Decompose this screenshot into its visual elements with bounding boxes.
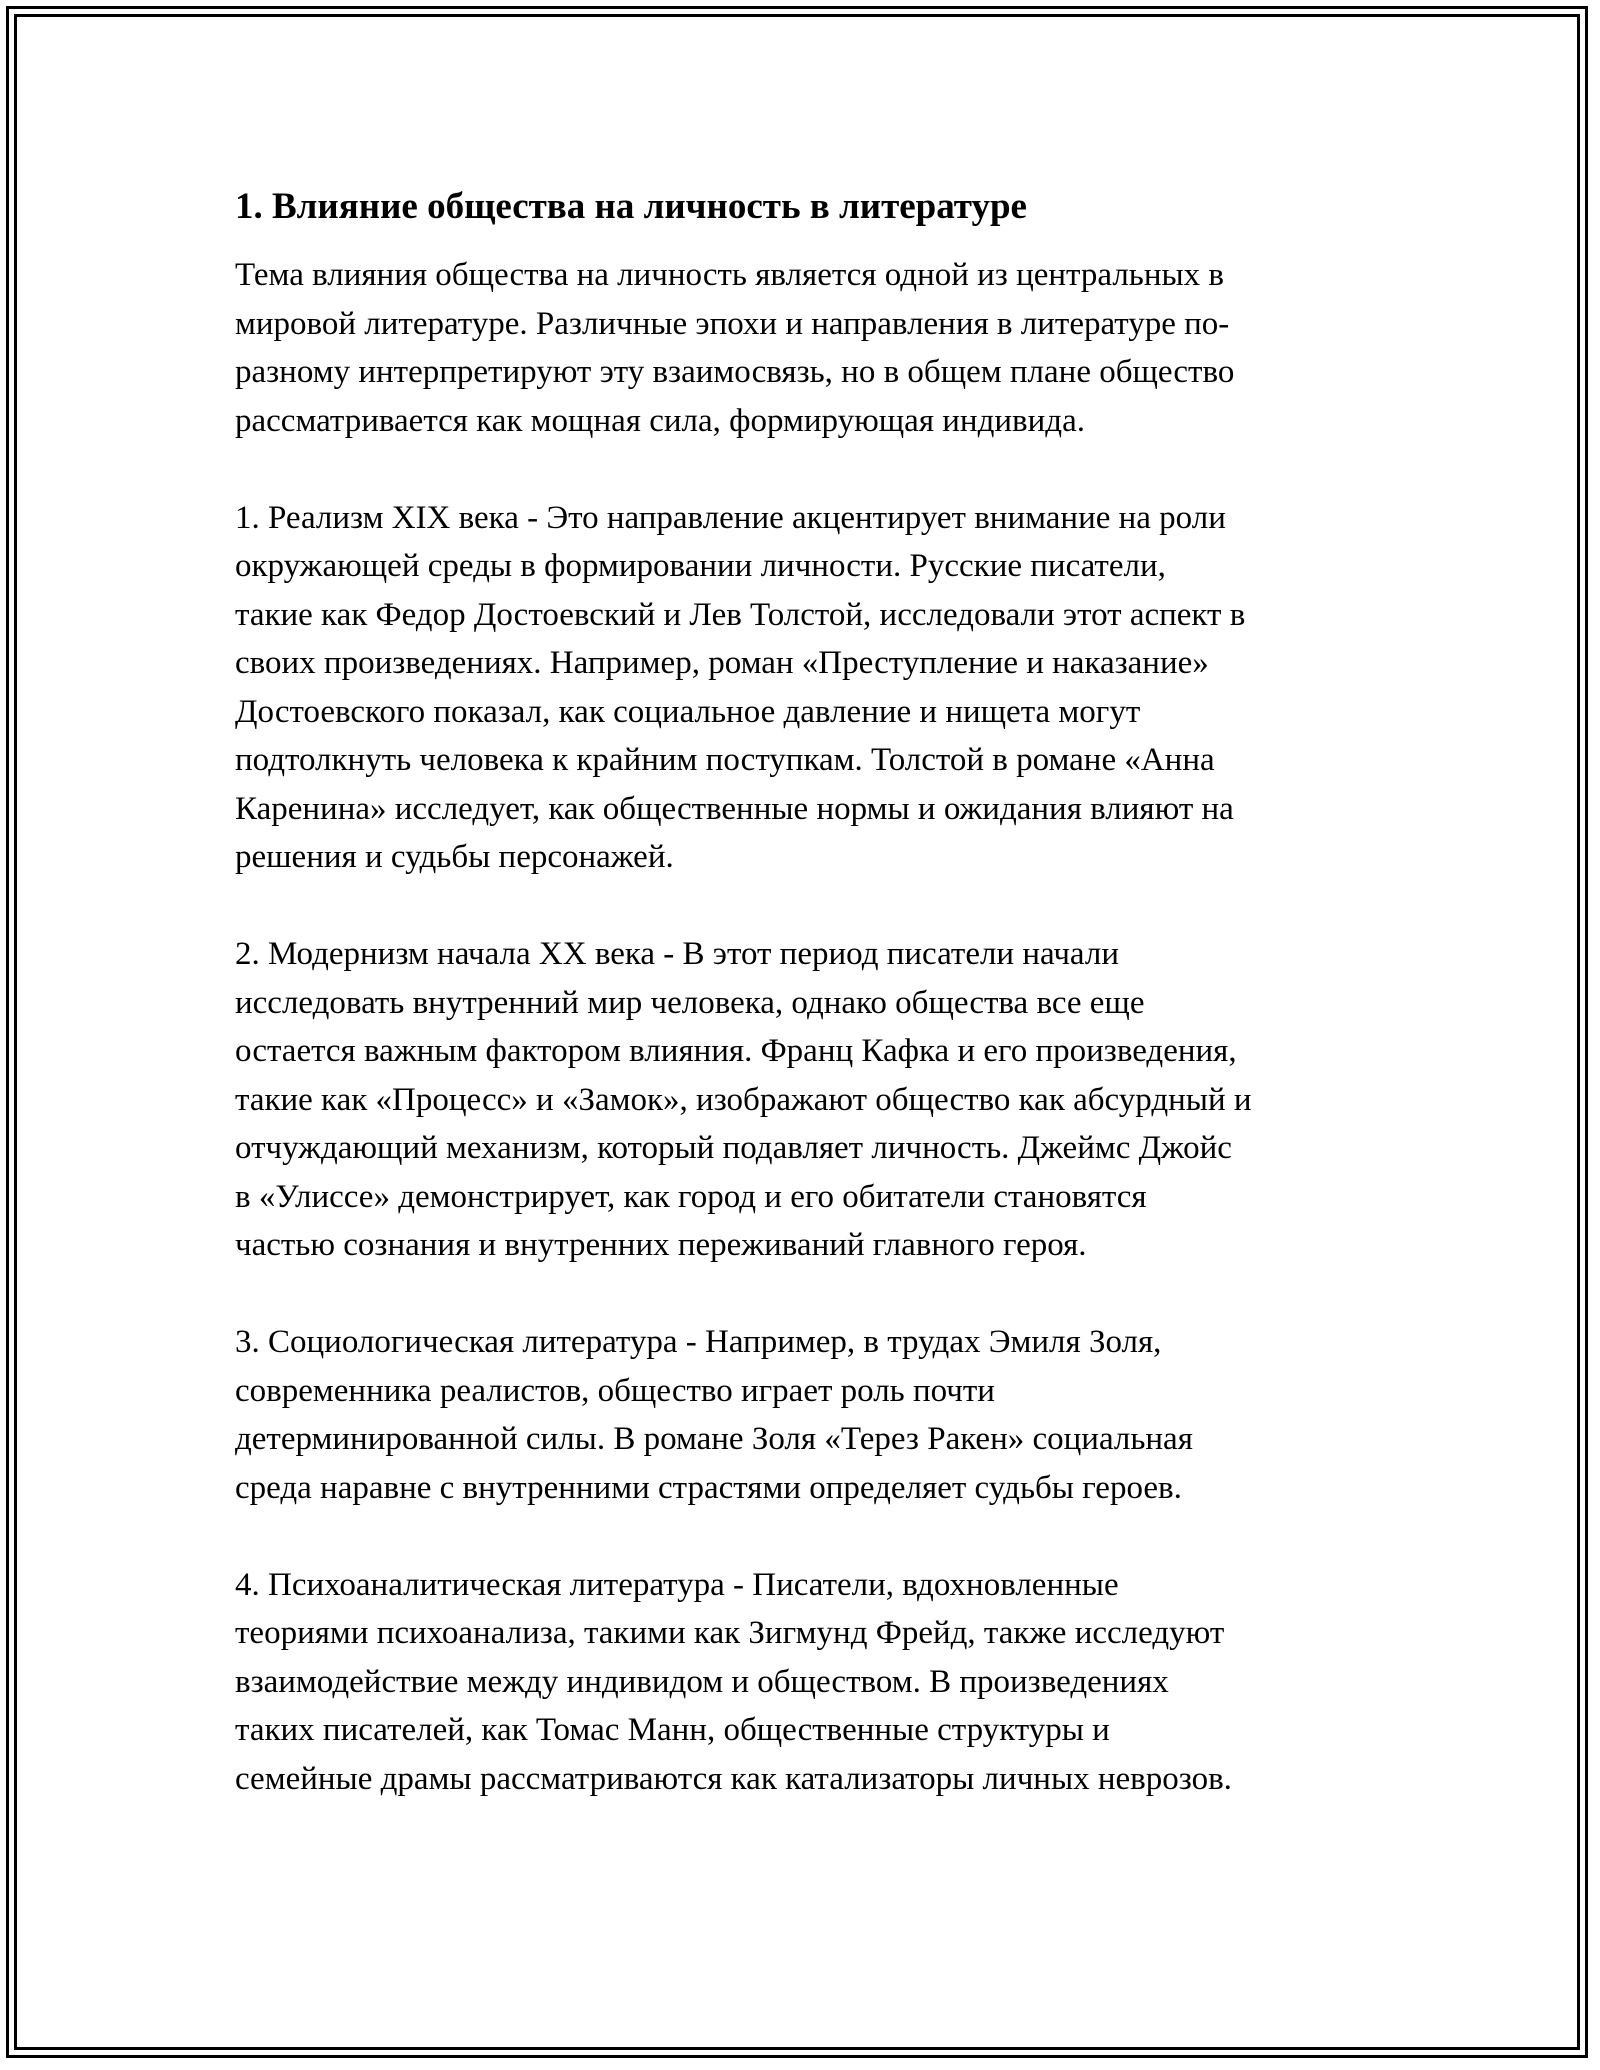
paragraph-line: разному интерпретируют эту взаимосвязь, но в общем плане общество — [235, 354, 1235, 390]
paragraph-line: подтолкнуть человека к крайним поступкам. Толстой в романе «Анна — [235, 742, 1215, 778]
paragraph — [235, 1318, 1385, 1512]
paragraph-line: взаимодействие между индивидом и обществом. В произведениях — [235, 1663, 1169, 1700]
paragraph-line: 3. Социологическая литература - Например, в трудах Эмиля Золя, — [235, 1324, 1162, 1360]
paragraph-line: современника реалистов, общество играет роль почти — [235, 1372, 995, 1409]
section-heading: 1. Влияние общества на личность в литературе — [235, 186, 1027, 227]
paragraph-line: Достоевского показал, как социальное давление и нищета могут — [235, 693, 1141, 730]
paragraph-line: Тема влияния общества на личность является одной из центральных в — [235, 257, 1225, 293]
paragraph-line: в «Улиссе» демонстрирует, как город и его обитатели становятся — [235, 1178, 1147, 1215]
paragraph-list — [235, 251, 1385, 1803]
paragraph — [235, 1561, 1385, 1804]
paragraph-line: такие как «Процесс» и «Замок», изображают общество как абсурдный и — [235, 1081, 1252, 1118]
paragraph-line: исследовать внутренний мир человека, однако общества все еще — [235, 984, 1145, 1021]
paragraph — [235, 494, 1385, 882]
paragraph-line: 4. Психоаналитическая литература - Писатели, вдохновленные — [235, 1566, 1119, 1603]
paragraph — [235, 930, 1385, 1270]
paragraph-line: 1. Реализм XIX века - Это направление акцентирует внимание на роли — [235, 499, 1226, 536]
paragraph-line: частью сознания и внутренних переживаний главного героя. — [235, 1227, 1087, 1263]
paragraph-line: остается важным фактором влияния. Франц Кафка и его произведения, — [235, 1033, 1237, 1069]
paragraph-line: окружающей среды в формировании личности. Русские писатели, — [235, 548, 1166, 584]
paragraph-line: среда наравне с внутренними страстями определяет судьбы героев. — [235, 1469, 1182, 1506]
paragraph-line: 2. Модернизм начала XX века - В этот период писатели начали — [235, 936, 1119, 972]
paragraph-line: таких писателей, как Томас Манн, общественные структуры и — [235, 1712, 1110, 1748]
paragraph-line: своих произведениях. Например, роман «Преступление и наказание» — [235, 645, 1209, 681]
paragraph-line: отчуждающий механизм, который подавляет личность. Джеймс Джойс — [235, 1130, 1232, 1166]
paragraph — [235, 251, 1385, 445]
paragraph-line: семейные драмы рассматриваются как катализаторы личных неврозов. — [235, 1760, 1232, 1797]
paragraph-line: мировой литературе. Различные эпохи и направления в литературе по- — [235, 305, 1230, 342]
paragraph-line: Каренина» исследует, как общественные нормы и ожидания влияют на — [235, 790, 1234, 827]
paragraph-line: такие как Федор Достоевский и Лев Толстой, исследовали этот аспект в — [235, 596, 1246, 633]
paragraph-line: рассматривается как мощная сила, формирующая индивида. — [235, 402, 1085, 439]
paragraph-line: детерминированной силы. В романе Золя «Терез Ракен» социальная — [235, 1421, 1193, 1457]
paragraph-line: решения и судьбы персонажей. — [235, 839, 674, 875]
paragraph-line: теориями психоанализа, такими как Зигмунд Фрейд, также исследуют — [235, 1615, 1225, 1651]
document-body — [235, 183, 1385, 1852]
